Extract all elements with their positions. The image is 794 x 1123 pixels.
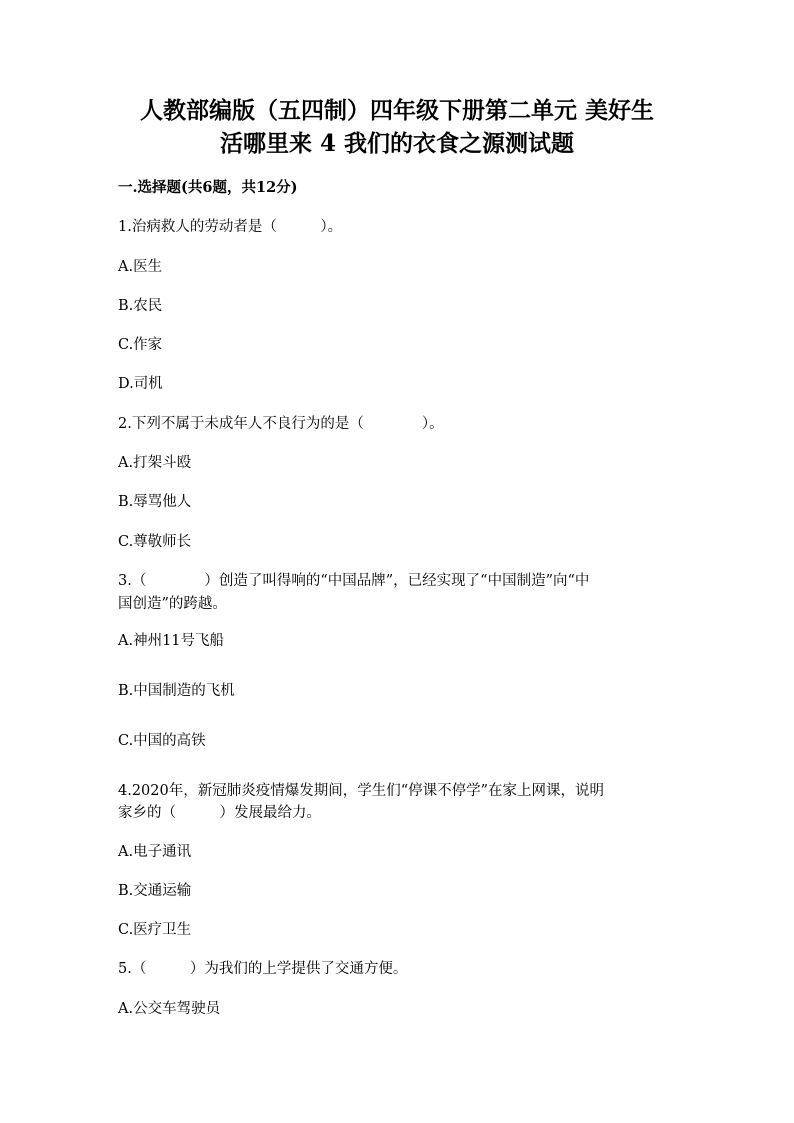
- question-4-stem-line-2: 家乡的（ ）发展最给力。: [118, 805, 321, 821]
- question-3-option-a: A.神州11号飞船: [118, 633, 225, 649]
- question-3-stem-line-1: 3.（ ）创造了叫得响的“中国品牌”，已经实现了“中国制造”向“中: [118, 573, 590, 589]
- question-5-option-a: A.公交车驾驶员: [118, 1001, 221, 1017]
- question-4-option-b: B.交通运输: [118, 883, 192, 899]
- question-1-option-c: C.作家: [118, 337, 163, 353]
- question-4-stem-line-1: 4.2020年，新冠肺炎疫情爆发期间，学生们“停课不停学”在家上网课，说明: [118, 783, 605, 799]
- question-2-option-a: A.打架斗殴: [118, 455, 192, 471]
- question-2-stem: 2.下列不属于未成年人不良行为的是（ ）。: [118, 416, 444, 432]
- question-1-option-d: D.司机: [118, 376, 163, 392]
- question-5-stem: 5.（ ）为我们的上学提供了交通方便。: [118, 961, 408, 977]
- question-1-option-b: B.农民: [118, 298, 163, 314]
- question-4-option-a: A.电子通讯: [118, 844, 192, 860]
- question-1-stem: 1.治病救人的劳动者是（ ）。: [118, 219, 343, 235]
- question-3-option-c: C.中国的高铁: [118, 733, 206, 749]
- question-2-option-c: C.尊敬师长: [118, 534, 192, 550]
- document-title-line-2: 活哪里来 4 我们的衣食之源测试题: [219, 130, 575, 157]
- question-4-option-c: C.医疗卫生: [118, 922, 192, 938]
- question-1-option-a: A.医生: [118, 259, 163, 275]
- question-2-option-b: B.辱骂他人: [118, 494, 192, 510]
- question-3-option-b: B.中国制造的飞机: [118, 683, 235, 699]
- document-title-line-1: 人教部编版（五四制）四年级下册第二单元 美好生: [139, 97, 654, 124]
- question-3-stem-line-2: 国创造”的跨越。: [118, 596, 227, 612]
- section-heading: 一.选择题(共6题，共12分): [118, 179, 298, 196]
